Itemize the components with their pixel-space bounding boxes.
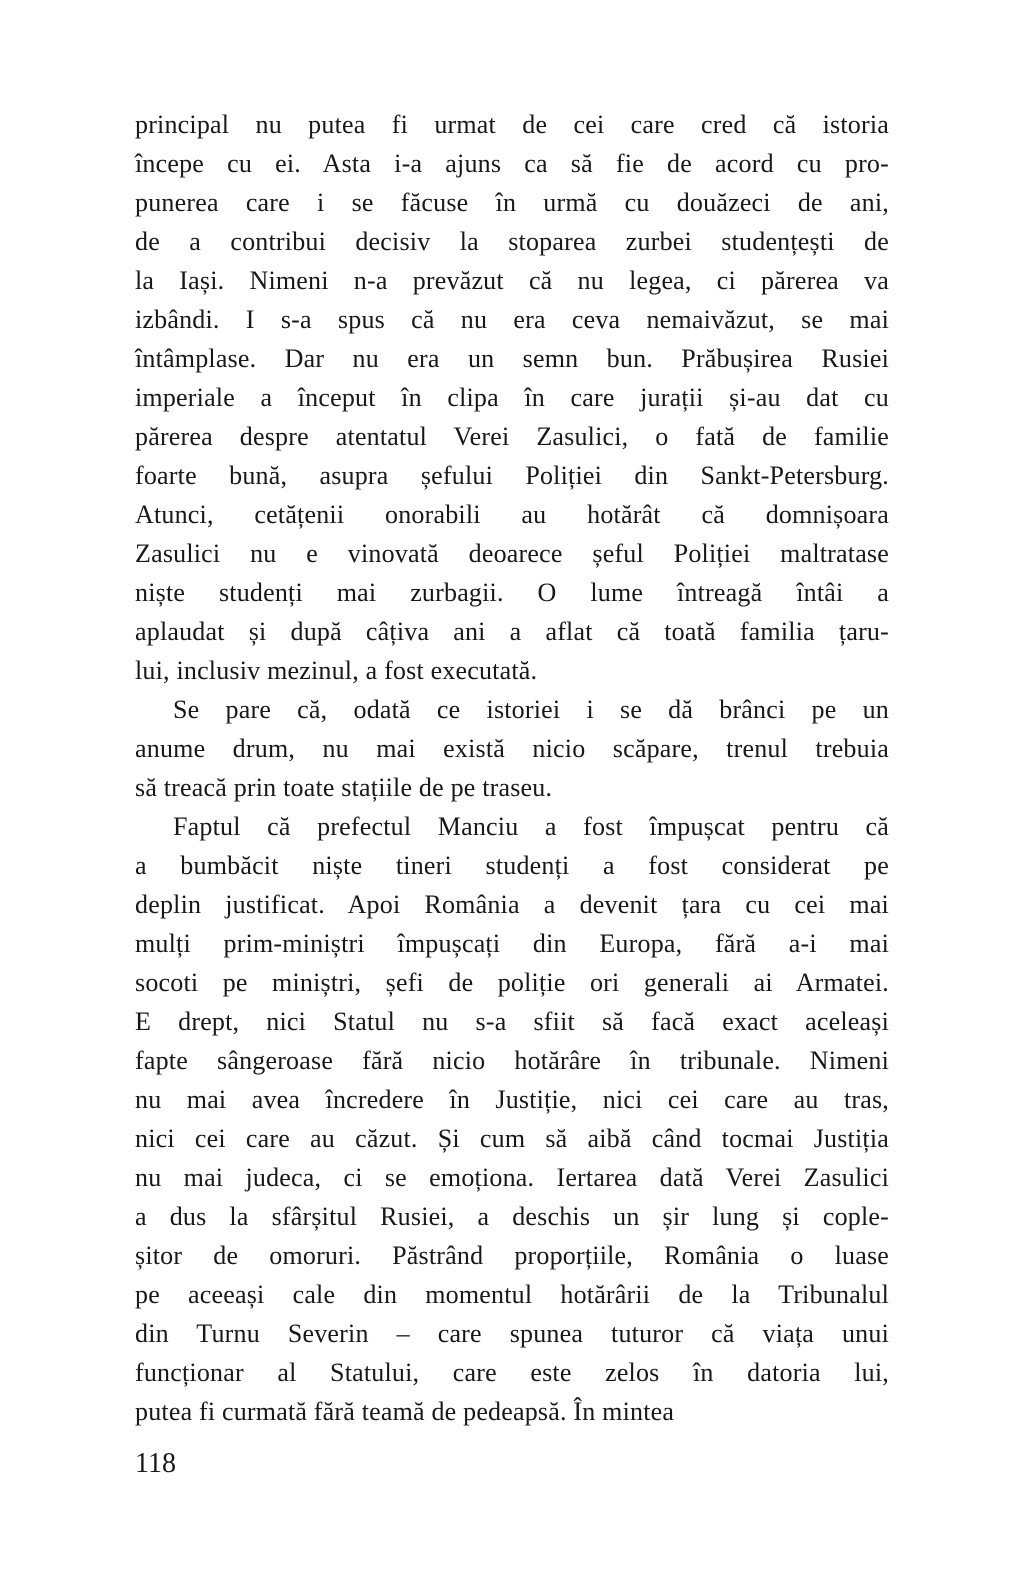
text-line: anume drum, nu mai există nicio scăpare, trenul trebuia	[135, 734, 889, 763]
text-line: lui, inclusiv mezinul, a fost executată.	[135, 656, 538, 685]
text-line: deplin justificat. Apoi România a devenit țara cu cei mai	[135, 890, 889, 919]
text-line: nu mai judeca, ci se emoționa. Iertarea dată Verei Zasulici	[135, 1163, 889, 1192]
text-line: mulți prim-miniștri împușcați din Europa, fără a-i mai	[135, 929, 889, 958]
text-line: Atunci, cetățenii onorabili au hotărât că domnișoara	[135, 500, 889, 529]
text-line: niște studenți mai zurbagii. O lume întreagă întâi a	[135, 578, 889, 607]
text-line: izbândi. I s-a spus că nu era ceva nemaivăzut, se mai	[135, 305, 889, 334]
text-line: fapte sângeroase fără nicio hotărâre în tribunale. Nimeni	[135, 1046, 889, 1075]
text-line: socoti pe miniștri, șefi de poliție ori generali ai Armatei.	[135, 968, 889, 997]
text-line: imperiale a început în clipa în care jurații și-au dat cu	[135, 383, 889, 412]
text-line: Se pare că, odată ce istoriei i se dă brânci pe un	[173, 695, 889, 724]
text-line: punerea care i se făcuse în urmă cu douăzeci de ani,	[135, 188, 889, 217]
text-line: principal nu putea fi urmat de cei care cred că istoria	[135, 110, 889, 139]
text-line: de a contribui decisiv la stoparea zurbei studențești de	[135, 227, 889, 256]
text-line: șitor de omoruri. Păstrând proporțiile, România o luase	[135, 1241, 889, 1270]
text-line: E drept, nici Statul nu s-a sfiit să facă exact aceleași	[135, 1007, 889, 1036]
text-line: să treacă prin toate stațiile de pe traseu.	[135, 773, 553, 802]
text-line: funcționar al Statului, care este zelos în datoria lui,	[135, 1358, 889, 1387]
text-line: a dus la sfârșitul Rusiei, a deschis un șir lung și cople-	[135, 1202, 889, 1231]
text-line: Zasulici nu e vinovată deoarece șeful Poliției maltratase	[135, 539, 889, 568]
text-line: nici cei care au căzut. Și cum să aibă când tocmai Justiția	[135, 1124, 889, 1153]
text-line: începe cu ei. Asta i-a ajuns ca să fie de acord cu pro-	[135, 149, 889, 178]
text-line: foarte bună, asupra șefului Poliției din Sankt-Petersburg.	[135, 461, 889, 490]
text-line: aplaudat și după câțiva ani a aflat că toată familia țaru-	[135, 617, 889, 646]
text-line: din Turnu Severin – care spunea tuturor că viața unui	[135, 1319, 889, 1348]
text-line: putea fi curmată fără teamă de pedeapsă. În mintea	[135, 1397, 675, 1426]
paragraph	[135, 807, 889, 1431]
text-line: Faptul că prefectul Manciu a fost împușcat pentru că	[173, 812, 889, 841]
text-line: pe aceeași cale din momentul hotărârii de la Tribunalul	[135, 1280, 889, 1309]
text-line: nu mai avea încredere în Justiție, nici cei care au tras,	[135, 1085, 889, 1114]
paragraph	[135, 105, 889, 690]
paragraph	[135, 690, 889, 807]
text-line: a bumbăcit niște tineri studenți a fost considerat pe	[135, 851, 889, 880]
text-line: întâmplase. Dar nu era un semn bun. Prăbușirea Rusiei	[135, 344, 889, 373]
page-number: 118	[135, 1448, 176, 1479]
text-line: părerea despre atentatul Verei Zasulici, o fată de familie	[135, 422, 889, 451]
text-line: la Iași. Nimeni n-a prevăzut că nu legea, ci părerea va	[135, 266, 889, 295]
text-block	[135, 105, 889, 1431]
